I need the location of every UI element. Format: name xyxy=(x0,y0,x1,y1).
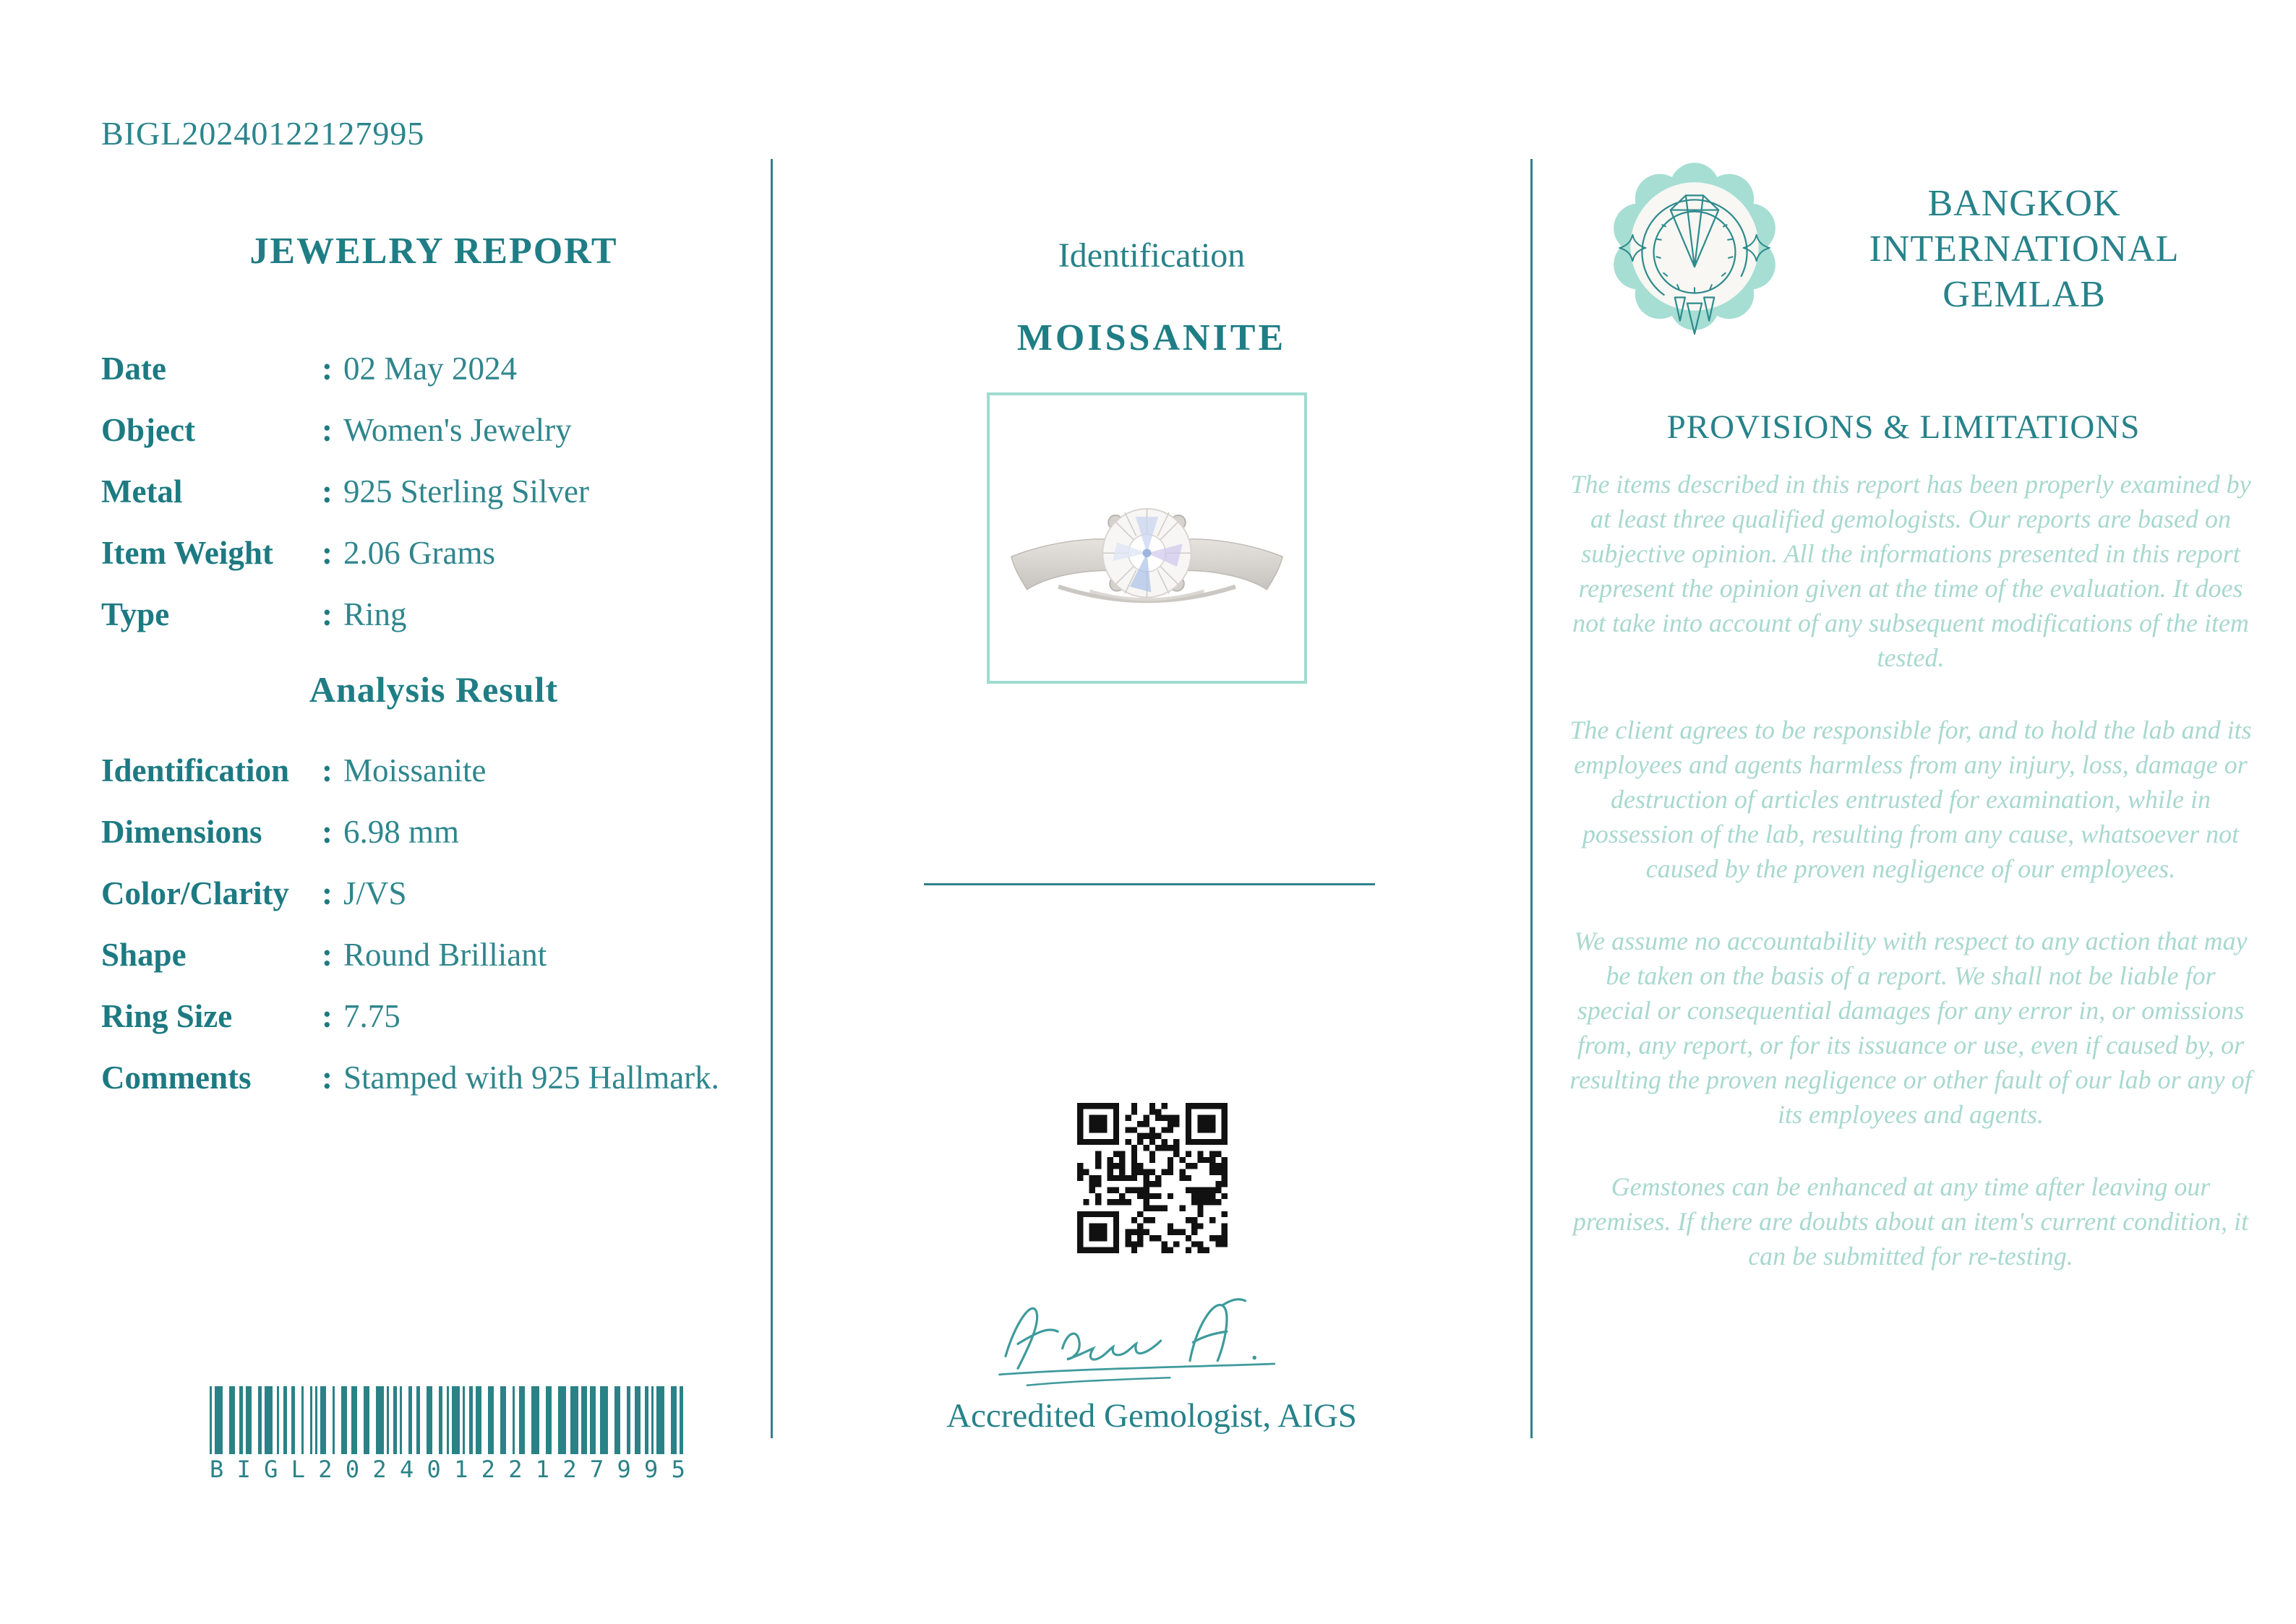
field-colon: : xyxy=(322,937,333,973)
barcode-char: 4 xyxy=(399,1456,414,1483)
barcode-bars xyxy=(210,1386,685,1454)
field-value: Ring xyxy=(343,596,407,632)
org-title xyxy=(1786,181,2263,317)
barcode-bar xyxy=(210,1386,212,1454)
barcode-bar xyxy=(301,1386,304,1454)
field-label: Type xyxy=(101,596,170,632)
barcode xyxy=(210,1386,685,1483)
field-label: Color/Clarity xyxy=(101,875,289,911)
barcode-bar xyxy=(393,1386,397,1454)
barcode-bar xyxy=(277,1386,279,1454)
barcode-char: I xyxy=(236,1456,251,1483)
barcode-bar xyxy=(627,1386,630,1454)
barcode-text xyxy=(210,1456,685,1483)
field-colon: : xyxy=(322,998,333,1034)
barcode-bar xyxy=(513,1386,515,1454)
barcode-bar xyxy=(447,1386,449,1454)
barcode-bar xyxy=(333,1386,335,1454)
field-value: 6.98 mm xyxy=(343,814,460,850)
org-title-line: BANGKOK xyxy=(1927,182,2121,224)
field-label: Identification xyxy=(101,752,290,789)
stone-name: MOISSANITE xyxy=(1016,317,1287,358)
field-row xyxy=(101,875,795,912)
field-value: J/VS xyxy=(343,875,407,911)
barcode-bar xyxy=(519,1386,525,1454)
field-label: Ring Size xyxy=(101,998,233,1034)
field-colon: : xyxy=(322,875,333,911)
field-colon: : xyxy=(322,473,333,510)
barcode-char: 2 xyxy=(318,1456,333,1483)
barcode-char: 2 xyxy=(481,1456,495,1483)
barcode-bar xyxy=(656,1386,664,1454)
barcode-bar xyxy=(452,1386,460,1454)
barcode-char: 2 xyxy=(562,1456,577,1483)
field-row xyxy=(101,534,795,572)
barcode-bar xyxy=(645,1386,648,1454)
field-label: Comments xyxy=(101,1060,252,1096)
field-row xyxy=(101,596,795,633)
column-divider-right xyxy=(1530,159,1533,1438)
field-label: Date xyxy=(101,351,166,387)
field-row xyxy=(101,997,795,1035)
barcode-char: 1 xyxy=(535,1456,550,1483)
field-value: Stamped with 925 Hallmark. xyxy=(343,1060,719,1096)
barcode-char: B xyxy=(210,1456,224,1483)
barcode-bar xyxy=(376,1386,384,1454)
gemlab-logo-icon xyxy=(1603,158,1786,340)
field-colon: : xyxy=(322,596,333,632)
gemologist-credential: Accredited Gemologist, AIGS xyxy=(946,1397,1357,1435)
qr-modules xyxy=(1077,1103,1228,1253)
barcode-bar xyxy=(229,1386,235,1454)
barcode-char: 2 xyxy=(372,1456,387,1483)
barcode-char: G xyxy=(264,1456,278,1483)
qr-code xyxy=(1077,1103,1228,1253)
field-colon: : xyxy=(322,535,333,571)
ring-photo xyxy=(987,392,1307,684)
barcode-bar xyxy=(265,1386,273,1454)
barcode-bar xyxy=(215,1386,223,1454)
analysis-fields xyxy=(101,752,795,1120)
field-value: Round Brilliant xyxy=(343,937,547,973)
barcode-char: 1 xyxy=(454,1456,468,1483)
field-value: 7.75 xyxy=(343,998,400,1034)
field-value: Moissanite xyxy=(343,752,487,789)
barcode-char: 7 xyxy=(589,1456,604,1483)
signature-divider-line xyxy=(924,883,1375,885)
barcode-bar xyxy=(315,1386,317,1454)
barcode-bar xyxy=(416,1386,420,1454)
report-number: BIGL20240122127995 xyxy=(101,115,425,152)
report-fields xyxy=(101,350,795,657)
field-colon: : xyxy=(322,1060,333,1096)
provision-paragraph: The items described in this report has been properly examined by at least three qualified gemologists. Our reports are based on subjective opinion. All the informations presented in this report represent the opinion given at the time of the evaluation. It does not take into account of any subsequent modifications of the item tested. xyxy=(1570,470,2251,672)
barcode-bar xyxy=(671,1386,677,1454)
barcode-bar xyxy=(651,1386,654,1454)
field-colon: : xyxy=(322,814,333,850)
signature-strokes xyxy=(983,1278,1323,1401)
barcode-bar xyxy=(320,1386,326,1454)
barcode-bar xyxy=(570,1386,578,1454)
field-row xyxy=(101,473,795,510)
barcode-bar xyxy=(246,1386,252,1454)
barcode-char: 0 xyxy=(345,1456,360,1483)
barcode-char: 9 xyxy=(617,1456,631,1483)
barcode-char: 2 xyxy=(508,1456,523,1483)
field-value: Women's Jewelry xyxy=(343,412,572,448)
barcode-bar xyxy=(476,1386,481,1454)
identification-heading: Identification xyxy=(1058,236,1246,275)
provisions-title: PROVISIONS & LIMITATIONS xyxy=(1666,408,2141,446)
field-label: Item Weight xyxy=(101,535,273,571)
barcode-char: 9 xyxy=(644,1456,659,1483)
field-value: 925 Sterling Silver xyxy=(343,473,589,510)
field-value: 02 May 2024 xyxy=(343,351,517,387)
field-label: Metal xyxy=(101,473,183,510)
barcode-bar xyxy=(427,1386,432,1454)
barcode-bar xyxy=(364,1386,369,1454)
barcode-bar xyxy=(400,1386,402,1454)
provision-paragraph: The client agrees to be responsible for, and to hold the lab and its employees and agents harmless from any injury, loss, damage or destruction of articles entrusted for examination, while in possession of the lab, resulting from any cause, whatsoever not caused by the proven negligence of our employees. xyxy=(1569,716,2252,883)
barcode-bar xyxy=(387,1386,389,1454)
org-header xyxy=(1583,158,2263,340)
provisions-paragraphs xyxy=(1567,467,2254,1311)
barcode-bar xyxy=(581,1386,587,1454)
org-title-line: INTERNATIONAL xyxy=(1869,228,2180,270)
field-label: Object xyxy=(101,412,195,448)
org-title-line: GEMLAB xyxy=(1942,273,2106,315)
barcode-bar xyxy=(614,1386,620,1454)
barcode-bar xyxy=(463,1386,465,1454)
field-row xyxy=(101,813,795,851)
barcode-bar xyxy=(310,1386,312,1454)
gemlab-badge-icon xyxy=(1603,158,1786,340)
barcode-bar xyxy=(283,1386,287,1454)
analysis-result-title: Analysis Result xyxy=(309,669,559,710)
report-title: JEWELRY REPORT xyxy=(249,231,618,272)
barcode-char: L xyxy=(291,1456,305,1483)
ring-illustration xyxy=(990,395,1304,681)
barcode-bar xyxy=(341,1386,347,1454)
barcode-bar xyxy=(500,1386,506,1454)
barcode-bar xyxy=(239,1386,243,1454)
barcode-bar xyxy=(558,1386,566,1454)
field-colon: : xyxy=(322,351,333,387)
field-label: Dimensions xyxy=(101,814,262,850)
barcode-char: 0 xyxy=(427,1456,441,1483)
barcode-bar xyxy=(488,1386,494,1454)
barcode-bar xyxy=(351,1386,357,1454)
barcode-bar xyxy=(469,1386,473,1454)
barcode-bar xyxy=(439,1386,442,1454)
field-value: 2.06 Grams xyxy=(343,535,495,571)
field-label: Shape xyxy=(101,937,187,973)
field-colon: : xyxy=(322,412,333,448)
barcode-char: 5 xyxy=(671,1456,685,1483)
field-row xyxy=(101,1059,795,1096)
barcode-bar xyxy=(680,1386,683,1454)
provision-paragraph: We assume no accountability with respect to any action that may be taken on the basis of a report. We shall not be liable for special or consequential damages for any error in, or omissions from, any report, or for its issuance or use, even if caused by, or resulting the proven negligence or other fault of our lab or any of its employees and agents. xyxy=(1569,927,2252,1129)
barcode-bar xyxy=(531,1386,539,1454)
field-row xyxy=(101,752,795,789)
field-row xyxy=(101,936,795,974)
barcode-bar xyxy=(546,1386,552,1454)
field-colon: : xyxy=(322,752,333,789)
barcode-bar xyxy=(408,1386,412,1454)
gemologist-signature xyxy=(983,1278,1323,1401)
barcode-bar xyxy=(258,1386,262,1454)
field-row xyxy=(101,411,795,449)
barcode-bar xyxy=(291,1386,295,1454)
provision-paragraph: Gemstones can be enhanced at any time after leaving our premises. If there are doubts about an item's current condition, it can be submitted for re-testing. xyxy=(1572,1172,2249,1271)
barcode-bar xyxy=(635,1386,641,1454)
qr-code-graphic xyxy=(1077,1103,1228,1253)
barcode-bar xyxy=(590,1386,596,1454)
field-row xyxy=(101,350,795,387)
barcode-bar xyxy=(600,1386,608,1454)
